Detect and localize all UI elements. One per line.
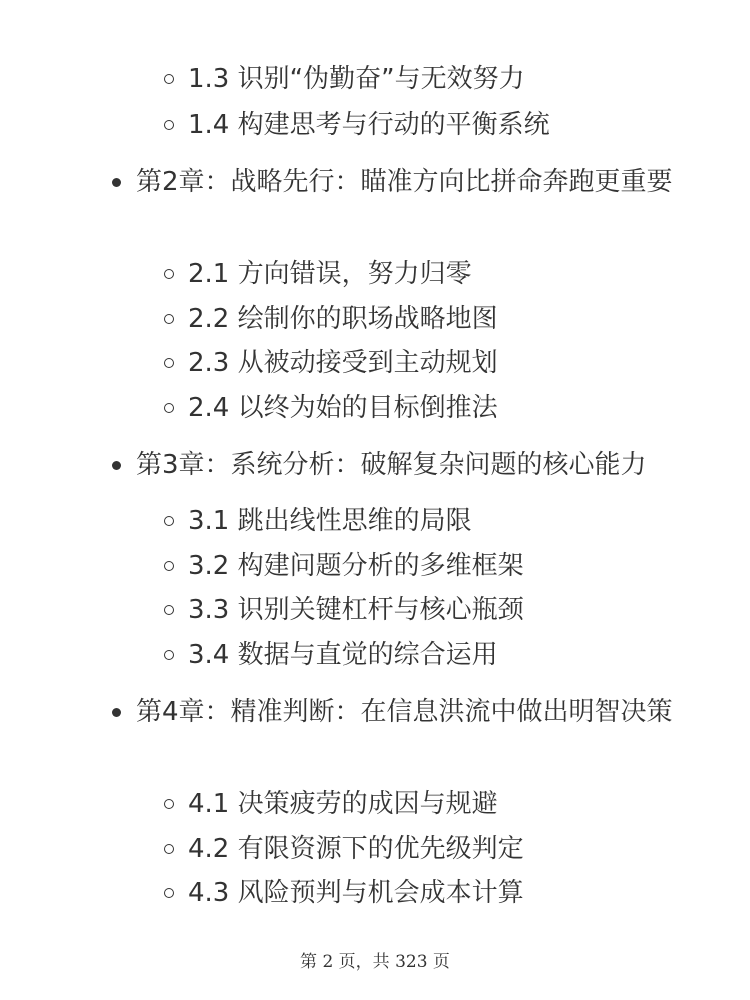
section-title: 从被动接受到主动规划 bbox=[237, 348, 498, 378]
section-number: 2.1 bbox=[188, 259, 230, 289]
toc-section-3-2[interactable] bbox=[188, 548, 524, 584]
section-number: 2.4 bbox=[188, 393, 230, 423]
section-number: 4.3 bbox=[188, 878, 230, 908]
section-title: 有限资源下的优先级判定 bbox=[237, 834, 524, 864]
section-number: 3.4 bbox=[188, 640, 230, 670]
toc-section-2-2[interactable] bbox=[188, 301, 498, 337]
toc-section-2-1[interactable] bbox=[188, 256, 472, 292]
section-number: 2.2 bbox=[188, 304, 230, 334]
sub-bullet-icon bbox=[164, 120, 174, 130]
sub-bullet-icon bbox=[164, 561, 174, 571]
toc-section-3-3[interactable] bbox=[188, 592, 524, 628]
chapter-bullet-icon bbox=[112, 178, 121, 187]
toc-chapter-3[interactable]: 第3章：系统分析：破解复杂问题的核心能力 bbox=[136, 450, 647, 480]
toc-chapter-2[interactable]: 第2章：战略先行：瞄准方向比拼命奔跑更重要 bbox=[136, 167, 673, 197]
sub-bullet-icon bbox=[164, 844, 174, 854]
sub-bullet-icon bbox=[164, 358, 174, 368]
toc-section-4-2[interactable] bbox=[188, 831, 524, 867]
toc-section-3-1[interactable] bbox=[188, 503, 472, 539]
sub-bullet-icon bbox=[164, 516, 174, 526]
section-title: 跳出线性思维的局限 bbox=[237, 506, 472, 536]
toc-section-1-4[interactable] bbox=[188, 107, 550, 143]
sub-bullet-icon bbox=[164, 269, 174, 279]
page-number-footer: 第 2 页，共 323 页 bbox=[300, 952, 450, 972]
sub-bullet-icon bbox=[164, 605, 174, 615]
section-number: 3.2 bbox=[188, 551, 230, 581]
section-title: 以终为始的目标倒推法 bbox=[237, 393, 498, 423]
toc-section-2-3[interactable] bbox=[188, 345, 498, 381]
sub-bullet-icon bbox=[164, 799, 174, 809]
section-number: 1.3 bbox=[188, 64, 230, 94]
toc-chapter-4[interactable]: 第4章：精准判断：在信息洪流中做出明智决策 bbox=[136, 697, 673, 727]
section-title: 数据与直觉的综合运用 bbox=[237, 640, 498, 670]
chapter-bullet-icon bbox=[112, 708, 121, 717]
section-number: 2.3 bbox=[188, 348, 230, 378]
section-title: 构建思考与行动的平衡系统 bbox=[237, 110, 550, 140]
section-number: 3.3 bbox=[188, 595, 230, 625]
section-title: 识别“伪勤奋”与无效努力 bbox=[237, 64, 525, 94]
sub-bullet-icon bbox=[164, 74, 174, 84]
section-number: 1.4 bbox=[188, 110, 230, 140]
section-number: 3.1 bbox=[188, 506, 230, 536]
section-title: 决策疲劳的成因与规避 bbox=[237, 789, 498, 819]
section-title: 风险预判与机会成本计算 bbox=[237, 878, 524, 908]
chapter-bullet-icon bbox=[112, 461, 121, 470]
toc-section-1-3[interactable] bbox=[188, 61, 525, 97]
toc-section-3-4[interactable] bbox=[188, 637, 498, 673]
sub-bullet-icon bbox=[164, 650, 174, 660]
sub-bullet-icon bbox=[164, 314, 174, 324]
toc-section-4-1[interactable] bbox=[188, 786, 498, 822]
section-number: 4.2 bbox=[188, 834, 230, 864]
section-title: 绘制你的职场战略地图 bbox=[237, 304, 498, 334]
section-title: 方向错误，努力归零 bbox=[237, 259, 472, 289]
toc-section-4-3[interactable] bbox=[188, 875, 524, 911]
section-number: 4.1 bbox=[188, 789, 230, 819]
section-title: 构建问题分析的多维框架 bbox=[237, 551, 524, 581]
sub-bullet-icon bbox=[164, 888, 174, 898]
sub-bullet-icon bbox=[164, 403, 174, 413]
section-title: 识别关键杠杆与核心瓶颈 bbox=[237, 595, 524, 625]
toc-section-2-4[interactable] bbox=[188, 390, 498, 426]
